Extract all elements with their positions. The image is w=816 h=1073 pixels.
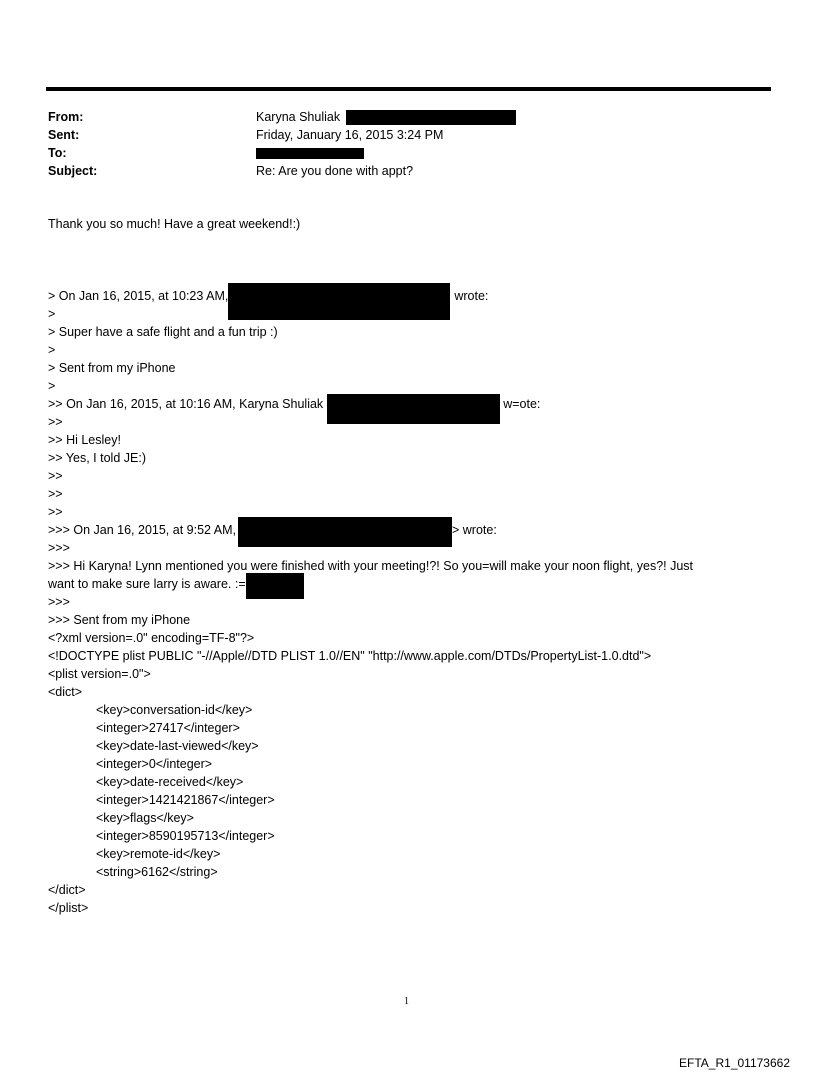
quote-text: want to make sure larry is aware. := (48, 577, 246, 591)
quote-text: > wrote: (451, 523, 497, 537)
plist-line: <string>6162</string> (96, 865, 218, 879)
quote-line (48, 287, 488, 305)
quote-line: >> (48, 469, 63, 483)
quote-text: > On Jan 16, 2015, at 10:23 AM, (48, 289, 229, 303)
redaction-box (346, 110, 516, 125)
plist-line: <integer>8590195713</integer> (96, 829, 275, 843)
quote-line: >> (48, 505, 63, 519)
redaction-box (246, 573, 304, 599)
redaction-box (327, 394, 500, 424)
plist-line: <dict> (48, 685, 83, 699)
plist-line: </plist> (48, 901, 89, 915)
plist-line: <integer>1421421867</integer> (96, 793, 275, 807)
quote-text: >> On Jan 16, 2015, at 10:16 AM, Karyna Shuliak (48, 397, 324, 411)
quote-line (48, 395, 540, 413)
quote-text: wrote: (454, 289, 489, 303)
quote-line: > Sent from my iPhone (48, 361, 176, 375)
header-rule (46, 87, 771, 91)
quote-line (48, 521, 497, 539)
sent-value: Friday, January 16, 2015 3:24 PM (256, 128, 444, 142)
page-number: 1 (404, 996, 409, 1007)
quote-line: >>> Hi Karyna! Lynn mentioned you were finished with your meeting!?! So you=will make your noon flight, yes?! Just (48, 559, 694, 573)
from-label: From: (48, 110, 84, 124)
quote-text: w=ote: (503, 397, 541, 411)
plist-line: <integer>0</integer> (96, 757, 213, 771)
to-value (256, 144, 364, 162)
quote-line: > Super have a safe flight and a fun trip :) (48, 325, 278, 339)
plist-line: <integer>27417</integer> (96, 721, 240, 735)
greeting-line: Thank you so much! Have a great weekend!:) (48, 217, 301, 231)
from-name: Karyna Shuliak (256, 110, 341, 124)
plist-line: <key>date-last-viewed</key> (96, 739, 259, 753)
quote-line: >> Hi Lesley! (48, 433, 121, 447)
from-value (256, 108, 516, 126)
redaction-box (256, 148, 364, 159)
subject-label: Subject: (48, 164, 98, 178)
subject-value: Re: Are you done with appt? (256, 164, 414, 178)
plist-line: <key>date-received</key> (96, 775, 244, 789)
quote-line: > (48, 307, 56, 321)
plist-line: <?xml version=.0" encoding=TF-8"?> (48, 631, 255, 645)
redaction-box (228, 283, 450, 320)
document-id: EFTA_R1_01173662 (679, 1056, 790, 1070)
plist-line: </dict> (48, 883, 86, 897)
plist-line: <key>conversation-id</key> (96, 703, 253, 717)
quote-line: >>> (48, 541, 70, 555)
quote-text: >>> On Jan 16, 2015, at 9:52 AM, (48, 523, 236, 537)
plist-line: <key>remote-id</key> (96, 847, 221, 861)
plist-line: <plist version=.0"> (48, 667, 151, 681)
plist-line: <key>flags</key> (96, 811, 194, 825)
quote-line: > (48, 379, 56, 393)
redaction-box (238, 517, 452, 547)
quote-line: >> (48, 487, 63, 501)
to-label: To: (48, 146, 67, 160)
plist-line: <!DOCTYPE plist PUBLIC "-//Apple//DTD PLIST 1.0//EN" "http://www.apple.com/DTDs/PropertyList-1.0.dtd"> (48, 649, 652, 663)
quote-line (48, 575, 304, 593)
quote-line: >> Yes, I told JE:) (48, 451, 146, 465)
quote-line: >> (48, 415, 63, 429)
quote-line: >>> Sent from my iPhone (48, 613, 191, 627)
sent-label: Sent: (48, 128, 80, 142)
quote-line: > (48, 343, 56, 357)
quote-line: >>> (48, 595, 70, 609)
